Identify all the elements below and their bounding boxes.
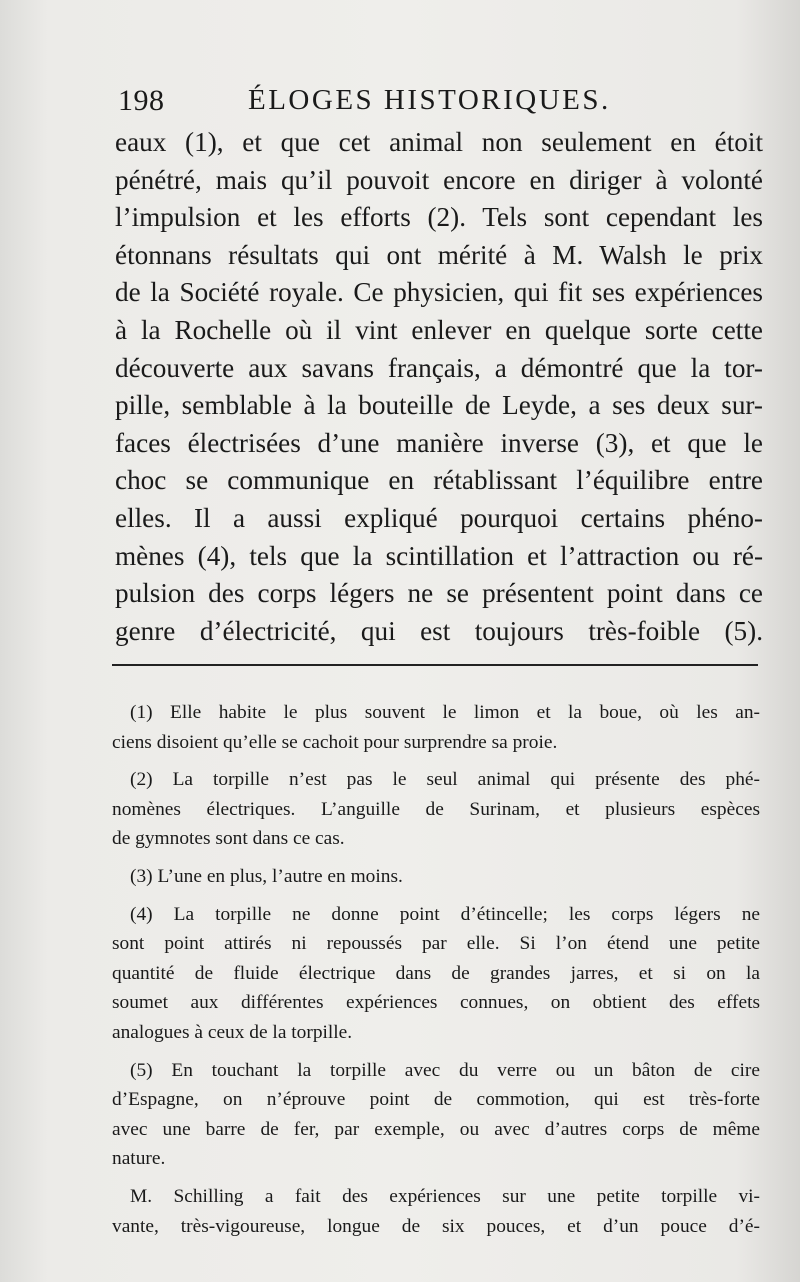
text-line: genre d’électricité, qui est toujours très-foible (5). <box>115 615 763 646</box>
text-line: eaux (1), et que cet animal non seulement en étoit <box>115 127 763 157</box>
text-line: elles. Il a aussi expliqué pourquoi certains phéno- <box>115 502 763 533</box>
text-line: étonnans résultats qui ont mérité à M. Walsh le prix <box>115 239 763 270</box>
text-line: découverte aux savans français, a démontré que la tor- <box>115 352 763 383</box>
footnote-line: (5) En touchant la torpille avec du verre ou un bâton de cire <box>130 1059 760 1081</box>
footnote-line: analogues à ceux de la torpille. <box>112 1021 353 1043</box>
footnote-4 <box>112 900 760 1048</box>
footnote-continuation <box>112 1182 760 1241</box>
footnote-1 <box>112 698 760 757</box>
text-line: pulsion des corps légers ne se présentent point dans ce <box>115 578 763 609</box>
footnotes <box>112 698 760 1249</box>
footnote-2 <box>112 765 760 854</box>
text-line: à la Rochelle où il vint enlever en quelque sorte cette <box>115 314 763 345</box>
text-line: l’impulsion et les efforts (2). Tels sont cependant les <box>115 202 763 233</box>
footnote-line: ciens disoient qu’elle se cachoit pour surprendre sa proie. <box>112 731 558 753</box>
footnote-line: vante, très-vigoureuse, longue de six pouces, et d’un pouce d’é- <box>112 1215 760 1237</box>
footnote-divider <box>112 664 758 666</box>
footnote-line: nomènes électriques. L’anguille de Surinam, et plusieurs espèces <box>112 798 760 820</box>
footnote-line: (1) Elle habite le plus souvent le limon et la boue, où les an- <box>130 702 760 723</box>
text-line: mènes (4), tels que la scintillation et l’attraction ou ré- <box>115 540 763 571</box>
footnote-line: (4) La torpille ne donne point d’étincelle; les corps légers ne <box>130 903 760 925</box>
footnote-line: soumet aux différentes expériences connues, on obtient des effets <box>112 992 760 1014</box>
footnote-5 <box>112 1056 760 1174</box>
footnote-line: avec une barre de fer, par exemple, ou avec d’autres corps de même <box>112 1118 760 1140</box>
footnote-line: M. Schilling a fait des expériences sur une petite torpille vi- <box>130 1185 760 1207</box>
main-text <box>115 124 763 650</box>
footnote-line: de gymnotes sont dans ce cas. <box>112 828 345 850</box>
text-line: de la Société royale. Ce physicien, qui fit ses expériences <box>115 277 763 308</box>
footnote-line: quantité de fluide électrique dans de grandes jarres, et si on la <box>112 962 760 984</box>
footnote-line: (2) La torpille n’est pas le seul animal qui présente des phé- <box>130 769 760 791</box>
footnote-3 <box>112 862 760 892</box>
text-line: faces électrisées d’une manière inverse (3), et que le <box>115 427 763 458</box>
footnote-line: nature. <box>112 1148 166 1170</box>
text-line: pille, semblable à la bouteille de Leyde, a ses deux sur- <box>115 390 763 421</box>
footnote-line: (3) L’une en plus, l’autre en moins. <box>130 865 403 887</box>
running-title: ÉLOGES HISTORIQUES. <box>248 84 611 116</box>
text-line: pénétré, mais qu’il pouvoit encore en diriger à volonté <box>115 164 763 195</box>
page-number: 198 <box>118 84 165 117</box>
running-header <box>118 82 758 122</box>
footnote-line: sont point attirés ni repoussés par elle. Si l’on étend une petite <box>112 933 760 955</box>
text-line: choc se communique en rétablissant l’équilibre entre <box>115 465 763 496</box>
footnote-line: d’Espagne, on n’éprouve point de commotion, qui est très-forte <box>112 1089 760 1111</box>
